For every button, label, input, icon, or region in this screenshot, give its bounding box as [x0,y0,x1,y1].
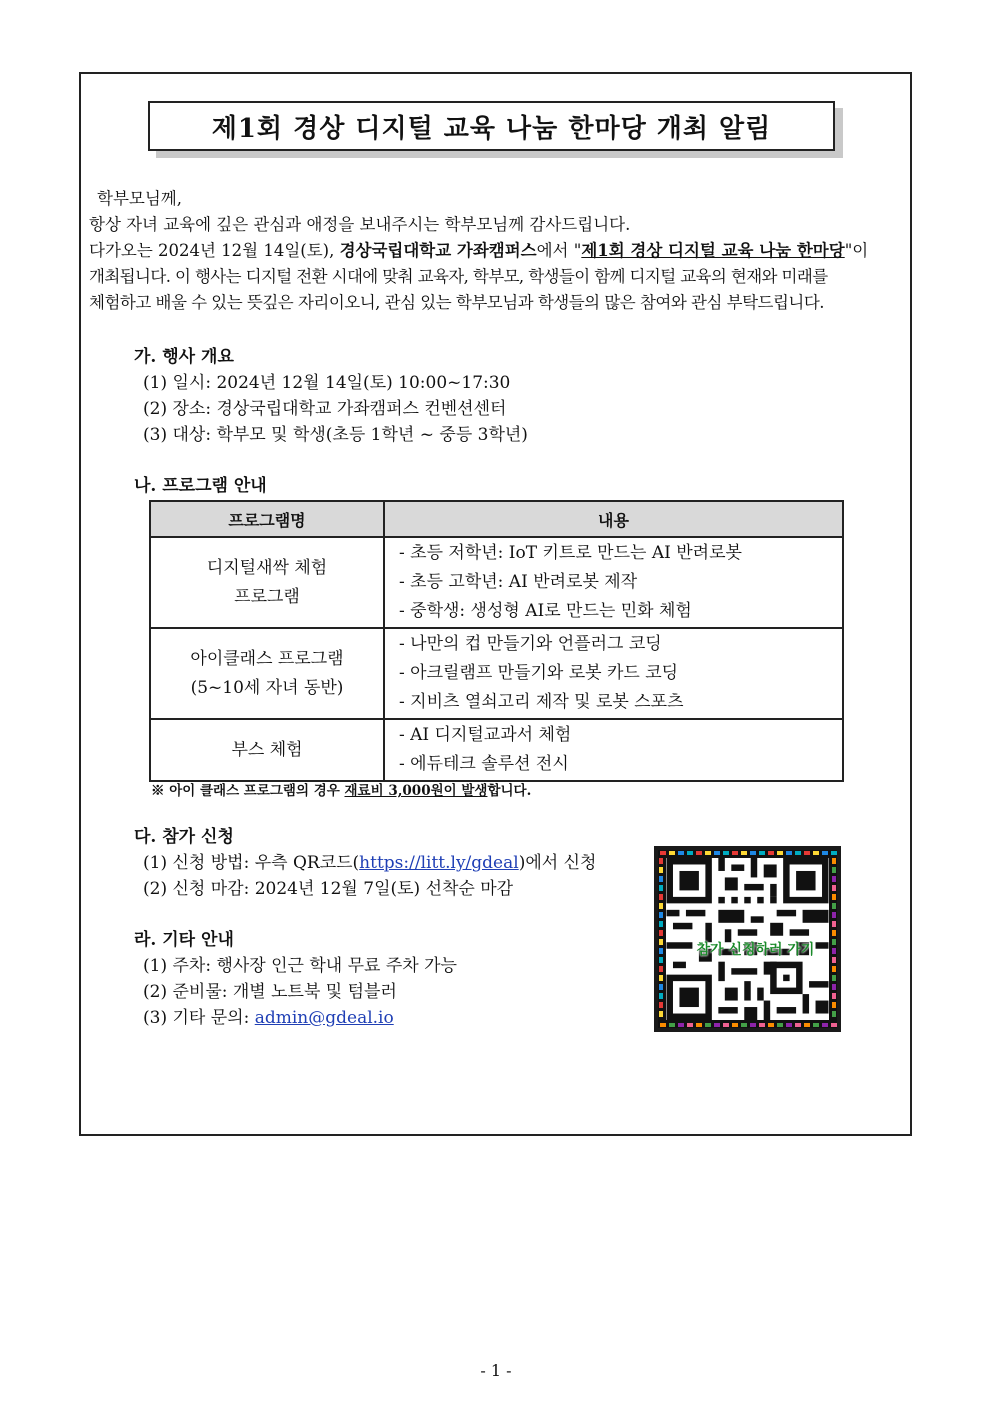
intro-line-4: 체험하고 배울 수 있는 뜻깊은 자리이오니, 관심 있는 학부모님과 학생들의 많은 참여와 관심 부탁드립니다. [89,293,825,312]
overview-item: (2) 장소: 경상국립대학교 가좌캠퍼스 컨벤션센터 [143,399,507,419]
overview-heading: 가. 행사 개요 [134,347,234,367]
table-row [150,537,843,628]
content-item: - 중학생: 생성형 AI로 만드는 민화 체험 [399,601,692,621]
overview-item: (3) 대상: 학부모 및 학생(초등 1학년 ~ 중등 3학년) [143,425,528,445]
program-table [149,500,844,782]
etc-item-1: (1) 주차: 행사장 인근 학내 무료 주차 가능 [143,956,457,976]
content-item: - 지비츠 열쇠고리 제작 및 로봇 스포츠 [399,692,684,712]
content-item: - 초등 저학년: IoT 키트로 만드는 AI 반려로봇 [399,543,742,563]
etc-item-2: (2) 준비물: 개별 노트북 및 텀블러 [143,982,397,1002]
table-row [150,628,843,719]
intro-line-3: 개최됩니다. 이 행사는 디지털 전환 시대에 맞춰 교육자, 학부모, 학생들이 함께 디지털 교육의 현재와 미래를 [89,267,828,286]
etc-heading: 라. 기타 안내 [134,930,234,950]
content-item: - AI 디지털교과서 체험 [399,725,572,745]
apply-item-1: (1) 신청 방법: 우측 QR코드(https://litt.ly/gdeal)에서 신청 [143,853,597,873]
program-name-cell: 아이클래스 프로그램 (5~10세 자녀 동반) [150,628,384,719]
column-header-program-name: 프로그램명 [150,501,384,537]
qr-matrix [666,858,829,1020]
intro-line-2: 다가오는 2024년 12월 14일(토), 경상국립대학교 가좌캠퍼스에서 "제1회 경상 디지털 교육 나눔 한마당"이 [89,241,869,260]
content-item: - 에듀테크 솔루션 전시 [399,754,569,774]
table-header-row [150,501,843,537]
program-content-cell [384,628,843,719]
page-number: - 1 - [480,1361,512,1380]
qr-code[interactable] [654,846,841,1032]
content-item: - 초등 고학년: AI 반려로봇 제작 [399,572,638,592]
program-name-cell: 부스 체험 [150,719,384,781]
apply-item-2: (2) 신청 마감: 2024년 12월 7일(토) 선착순 마감 [143,879,514,899]
greeting: 학부모님께, [97,189,182,208]
program-content-cell [384,537,843,628]
document-title: 제1회 경상 디지털 교육 나눔 한마당 개최 알림 [148,101,835,151]
apply-link[interactable]: https://litt.ly/gdeal [359,853,519,873]
apply-heading: 다. 참가 신청 [134,827,234,847]
content-item: - 아크릴램프 만들기와 로봇 카드 코딩 [399,663,679,683]
etc-item-3: (3) 기타 문의: admin@gdeal.io [143,1008,394,1028]
program-name-cell: 디지털새싹 체험 프로그램 [150,537,384,628]
contact-email-link[interactable]: admin@gdeal.io [254,1008,394,1028]
content-item: - 나만의 컵 만들기와 언플러그 코딩 [399,634,662,654]
program-content-cell [384,719,843,781]
column-header-content: 내용 [384,501,843,537]
program-heading: 나. 프로그램 안내 [134,476,267,496]
qr-label: 참가 신청하러 가기 [696,942,815,958]
table-row [150,719,843,781]
intro-line-1: 항상 자녀 교육에 깊은 관심과 애정을 보내주시는 학부모님께 감사드립니다. [89,215,631,234]
overview-item: (1) 일시: 2024년 12월 14일(토) 10:00~17:30 [143,373,511,393]
program-note: ※ 아이 클래스 프로그램의 경우 재료비 3,000원이 발생합니다. [151,783,532,799]
